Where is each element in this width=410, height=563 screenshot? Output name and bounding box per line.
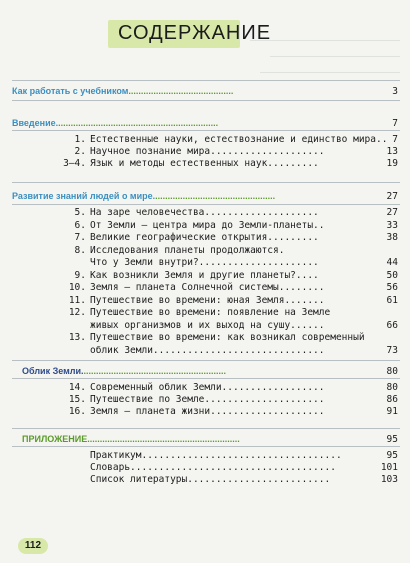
toc-item-text[interactable]: Земля — планета жизни.................... bbox=[90, 406, 325, 417]
section-rule bbox=[12, 182, 400, 183]
section-page: 95 bbox=[386, 434, 398, 445]
toc-item-text[interactable]: Что у Земли внутри?..................... bbox=[90, 257, 319, 268]
toc-item-page: 50 bbox=[386, 269, 398, 281]
section-page: 7 bbox=[392, 118, 398, 129]
toc-item-text[interactable]: Словарь.................................... bbox=[90, 462, 336, 473]
section-earth-appearance[interactable] bbox=[22, 366, 226, 376]
toc-item-text[interactable]: От Земли — центра мира до Земли-планеты.. bbox=[90, 219, 325, 231]
toc-item-page: 61 bbox=[386, 294, 398, 306]
toc-item-page: 103 bbox=[380, 474, 398, 485]
toc-item-page: 86 bbox=[386, 394, 398, 405]
toc-item-number: 6. bbox=[74, 219, 86, 231]
section-label: Как работать с учебником bbox=[12, 86, 129, 96]
toc-item-number: 9. bbox=[74, 269, 86, 281]
section-rule bbox=[12, 204, 400, 205]
toc-item-number: 2. bbox=[74, 146, 86, 157]
toc-item-text[interactable]: Современный облик Земли.................. bbox=[90, 382, 325, 393]
toc-item-text[interactable]: Путешествие во времени: появление на Земле bbox=[90, 307, 331, 318]
toc-item-number: 12. bbox=[68, 307, 86, 318]
toc-item-text[interactable]: Путешествие по Земле..................... bbox=[90, 394, 325, 405]
section-world-knowledge[interactable] bbox=[12, 191, 275, 201]
toc-item-page: 91 bbox=[386, 406, 398, 417]
toc-item-page: 66 bbox=[386, 319, 398, 331]
section-page: 3 bbox=[392, 86, 398, 97]
section-rule bbox=[12, 378, 400, 379]
toc-item-page: 19 bbox=[386, 158, 398, 169]
toc-item-page: 101 bbox=[380, 462, 398, 473]
toc-item-text[interactable]: Земля — планета Солнечной системы........ bbox=[90, 282, 325, 293]
section-appendix[interactable] bbox=[22, 434, 240, 444]
toc-item-number: 14. bbox=[68, 382, 86, 393]
section-rule bbox=[12, 130, 400, 131]
toc-item-text[interactable]: На заре человечества.................... bbox=[90, 207, 319, 218]
toc-item-text[interactable]: Естественные науки, естествознание и единство мира.. bbox=[90, 134, 388, 145]
toc-item-text[interactable]: Путешествие во времени: юная Земля....... bbox=[90, 294, 325, 306]
toc-item-text[interactable]: облик Земли.............................. bbox=[90, 344, 325, 356]
toc-item-text[interactable]: Исследования планеты продолжаются. bbox=[90, 244, 285, 256]
toc-item-number: 16. bbox=[68, 406, 86, 417]
leader-dots: ......................................................... bbox=[83, 366, 227, 376]
section-rule bbox=[12, 100, 400, 101]
toc-item-number: 1. bbox=[74, 134, 86, 145]
toc-item-text[interactable]: живых организмов и их выход на сушу...... bbox=[90, 319, 325, 331]
section-label: Введение. bbox=[12, 118, 59, 128]
toc-item-number: 13. bbox=[68, 332, 86, 343]
toc-item-text[interactable]: Как возникли Земля и другие планеты?.... bbox=[90, 269, 319, 281]
background-line bbox=[270, 56, 400, 57]
toc-item-number: 7. bbox=[74, 232, 86, 243]
toc-item-page: 27 bbox=[386, 207, 398, 218]
section-rule bbox=[12, 446, 400, 447]
section-rule bbox=[12, 80, 400, 81]
section-rule bbox=[12, 360, 400, 361]
toc-item-page: 13 bbox=[386, 146, 398, 157]
section-rule bbox=[12, 428, 400, 429]
leader-dots: ............................................................ bbox=[89, 434, 240, 444]
leader-dots: ................................................ bbox=[155, 191, 276, 201]
toc-item-page: 44 bbox=[386, 257, 398, 268]
toc-item-page: 95 bbox=[386, 450, 398, 461]
section-introduction[interactable] bbox=[12, 118, 218, 128]
toc-item-number: 15. bbox=[68, 394, 86, 405]
toc-item-text[interactable]: Язык и методы естественных наук......... bbox=[90, 158, 319, 169]
toc-item-text[interactable]: Великие географические открытия......... bbox=[90, 232, 319, 243]
toc-item-text[interactable]: Практикум................................... bbox=[90, 450, 342, 461]
background-line bbox=[260, 72, 400, 73]
toc-item-page: 73 bbox=[386, 344, 398, 356]
toc-item-number: 3–4. bbox=[63, 158, 86, 169]
toc-item-number: 5. bbox=[74, 207, 86, 218]
background-line bbox=[250, 40, 400, 41]
toc-item-text[interactable]: Научное познание мира.................... bbox=[90, 146, 325, 157]
toc-item-page: 7 bbox=[392, 134, 398, 145]
toc-item-number: 8. bbox=[74, 244, 86, 256]
toc-item-number: 11. bbox=[68, 294, 86, 306]
toc-item-text[interactable]: Путешествие во времени: как возникал современный bbox=[90, 332, 365, 343]
section-label: ПРИЛОЖЕНИЕ. bbox=[22, 434, 90, 444]
section-label: Развитие знаний людей о мире. bbox=[12, 191, 156, 201]
page-title: СОДЕРЖАНИЕ bbox=[118, 22, 272, 44]
section-how-to-work[interactable] bbox=[12, 86, 233, 96]
toc-item-number: 10. bbox=[68, 282, 86, 293]
section-page: 80 bbox=[386, 366, 398, 377]
toc-item-page: 33 bbox=[386, 219, 398, 231]
section-label: Облик Земли. bbox=[22, 366, 84, 376]
toc-item-page: 56 bbox=[386, 282, 398, 293]
toc-item-text[interactable]: Список литературы......................... bbox=[90, 474, 331, 485]
leader-dots: .......................................... bbox=[128, 86, 234, 96]
toc-item-page: 80 bbox=[386, 382, 398, 393]
toc-item-page: 38 bbox=[386, 232, 398, 243]
leader-dots: ................................................................ bbox=[58, 118, 219, 128]
section-page: 27 bbox=[386, 191, 398, 202]
page-number-badge: 112 bbox=[18, 538, 48, 554]
